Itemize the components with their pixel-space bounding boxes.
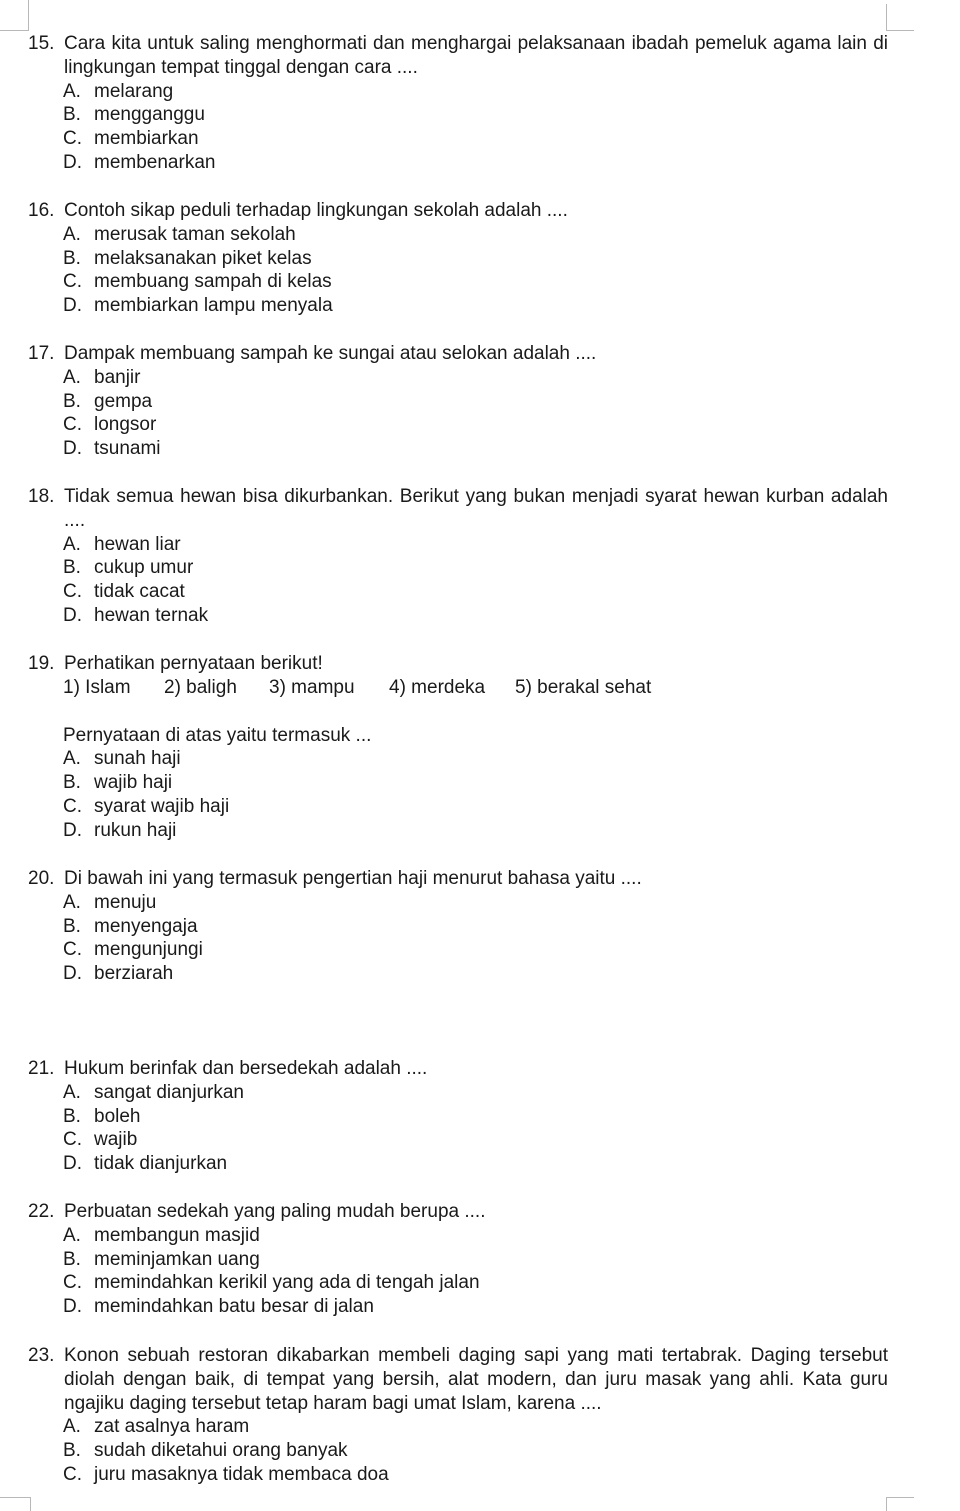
option-text: cukup umur [94,557,194,579]
question-number: 21. [28,1058,55,1079]
question-number: 15. [28,33,55,54]
question-stem [0,32,960,80]
option-d[interactable]: D. berziarah [63,963,174,985]
option-text: rukun haji [94,819,177,841]
option-d[interactable]: D. rukun haji [63,819,177,841]
option-d[interactable]: D. tsunami [63,438,161,460]
option-b[interactable]: B. boleh [63,1105,141,1127]
statement-item: 1) Islam [63,676,131,698]
option-c[interactable]: C. syarat wajib haji [63,795,230,817]
option-text: membenarkan [94,151,216,173]
answer-options [63,724,960,843]
question-text: Cara kita untuk saling menghormati dan menghargai pelaksanaan ibadah pemeluk agama lain di lingkungan tempat tinggal dengan cara .... [64,33,888,78]
option-text: memindahkan kerikil yang ada di tengah jalan [94,1272,480,1294]
option-b[interactable]: B. menyengaja [63,915,198,937]
crop-mark-top-left [0,30,28,31]
option-text: zat asalnya haram [94,1416,250,1438]
option-b[interactable]: B. gempa [63,390,153,412]
question-number: 22. [28,1201,55,1222]
option-c[interactable]: C. juru masaknya tidak membaca doa [63,1463,389,1485]
question-text: Di bawah ini yang termasuk pengertian haji menurut bahasa yaitu .... [64,868,642,889]
crop-mark-top-left-vertical [28,0,29,31]
answer-options [63,1415,960,1486]
option-text: merusak taman sekolah [94,223,296,245]
option-text: wajib [94,1129,138,1151]
question-stem [0,652,960,676]
option-text: mengunjungi [94,939,203,961]
option-text: menuju [94,891,157,913]
option-a[interactable]: A. melarang [63,80,174,102]
option-a[interactable]: A. merusak taman sekolah [63,223,296,245]
question-number: 16. [28,200,55,221]
question-16 [0,199,960,318]
option-d[interactable]: D. hewan ternak [63,604,209,626]
question-text: Dampak membuang sampah ke sungai atau selokan adalah .... [64,343,597,364]
option-c[interactable]: C. longsor [63,414,157,436]
question-22 [0,1200,960,1319]
answer-options [63,533,960,628]
statement-item: 3) mampu [269,676,355,698]
answer-options [63,891,960,986]
question-stem [0,1057,960,1081]
option-text: berziarah [94,963,174,985]
crop-mark-bottom-left-vertical [30,1497,31,1511]
option-a[interactable]: A. hewan liar [63,533,181,555]
crop-mark-top-right-horizontal [886,30,914,31]
option-c[interactable]: C. memindahkan kerikil yang ada di tengah jalan [63,1272,480,1294]
option-a[interactable]: A. sunah haji [63,748,181,770]
question-number: 20. [28,868,55,889]
option-c[interactable]: C. tidak cacat [63,581,185,603]
option-b[interactable]: B. meminjamkan uang [63,1248,260,1270]
question-21 [0,1057,960,1176]
question-prompt: Pernyataan di atas yaitu termasuk ... [63,724,372,746]
option-text: boleh [94,1105,141,1127]
option-text: membangun masjid [94,1224,260,1246]
option-text: gempa [94,390,153,412]
crop-mark-bottom-left [0,1497,30,1498]
option-text: wajib haji [94,772,173,794]
option-text: sangat dianjurkan [94,1081,244,1103]
statement-item: 5) berakal sehat [515,676,652,698]
question-17 [0,342,960,461]
question-stem [0,485,960,533]
option-text: hewan liar [94,533,181,555]
statement-list [63,676,960,700]
crop-mark-bottom-right-vertical [886,1497,887,1511]
question-number: 18. [28,486,55,507]
option-text: membiarkan lampu menyala [94,295,333,317]
answer-options [63,1081,960,1176]
option-b[interactable]: B. wajib haji [63,772,173,794]
option-text: menyengaja [94,915,198,937]
option-d[interactable]: D. membiarkan lampu menyala [63,295,333,317]
question-text: Tidak semua hewan bisa dikurbankan. Berikut yang bukan menjadi syarat hewan kurban adalah .... [64,486,888,531]
option-d[interactable]: D. membenarkan [63,151,216,173]
statement-item: 4) merdeka [389,676,486,698]
option-text: membuang sampah di kelas [94,271,332,293]
option-c[interactable]: C. wajib [63,1129,138,1151]
option-a[interactable]: A. banjir [63,366,141,388]
answer-options [63,366,960,461]
option-text: hewan ternak [94,604,209,626]
question-stem [0,1344,960,1415]
question-23 [0,1344,960,1487]
option-text: tidak cacat [94,581,185,603]
option-d[interactable]: D. tidak dianjurkan [63,1153,228,1175]
crop-mark-top-right [886,4,887,31]
question-text: Perbuatan sedekah yang paling mudah berupa .... [64,1201,486,1222]
question-number: 19. [28,653,55,674]
option-text: longsor [94,414,157,436]
question-text: Konon sebuah restoran dikabarkan membeli daging sapi yang mati tertabrak. Daging tersebut diolah dengan baik, di tempat yang bersih, alat modern, dan juru masak yang ahli. Kata guru ngajiku daging tersebut tetap haram bagi umat Islam, karena .... [64,1345,888,1414]
option-text: sunah haji [94,748,181,770]
question-18 [0,485,960,628]
option-b[interactable]: B. sudah diketahui orang banyak [63,1440,348,1462]
option-a[interactable]: A. membangun masjid [63,1224,260,1246]
question-text: Perhatikan pernyataan berikut! [64,653,323,674]
answer-options [63,80,960,175]
option-b[interactable]: B. mengganggu [63,104,205,126]
option-a[interactable]: A. menuju [63,891,157,913]
answer-options [63,1224,960,1319]
option-b[interactable]: B. cukup umur [63,557,194,579]
question-stem [0,199,960,223]
option-text: membiarkan [94,128,199,150]
question-text: Contoh sikap peduli terhadap lingkungan sekolah adalah .... [64,200,568,221]
option-text: memindahkan batu besar di jalan [94,1296,374,1318]
option-text: meminjamkan uang [94,1248,260,1270]
option-b[interactable]: B. melaksanakan piket kelas [63,247,312,269]
crop-mark-bottom-right [886,1497,914,1498]
option-text: banjir [94,366,141,388]
answer-options [63,223,960,318]
option-text: tsunami [94,438,161,460]
option-c[interactable]: C. membuang sampah di kelas [63,271,332,293]
option-c[interactable]: C. mengunjungi [63,939,203,961]
question-20 [0,867,960,986]
option-text: melaksanakan piket kelas [94,247,312,269]
statement-item: 2) baligh [164,676,237,698]
option-d[interactable]: D. memindahkan batu besar di jalan [63,1296,374,1318]
option-text: mengganggu [94,104,205,126]
option-text: syarat wajib haji [94,795,230,817]
question-number: 23. [28,1345,55,1366]
question-19 [0,652,960,843]
question-stem [0,1200,960,1224]
option-text: juru masaknya tidak membaca doa [94,1463,389,1485]
question-stem [0,342,960,366]
question-15 [0,32,960,175]
question-text: Hukum berinfak dan bersedekah adalah .... [64,1058,428,1079]
option-text: melarang [94,80,174,102]
question-stem [0,867,960,891]
option-text: sudah diketahui orang banyak [94,1440,348,1462]
option-a[interactable]: A. sangat dianjurkan [63,1081,244,1103]
option-c[interactable]: C. membiarkan [63,128,199,150]
option-text: tidak dianjurkan [94,1153,228,1175]
option-a[interactable]: A. zat asalnya haram [63,1416,250,1438]
question-number: 17. [28,343,55,364]
